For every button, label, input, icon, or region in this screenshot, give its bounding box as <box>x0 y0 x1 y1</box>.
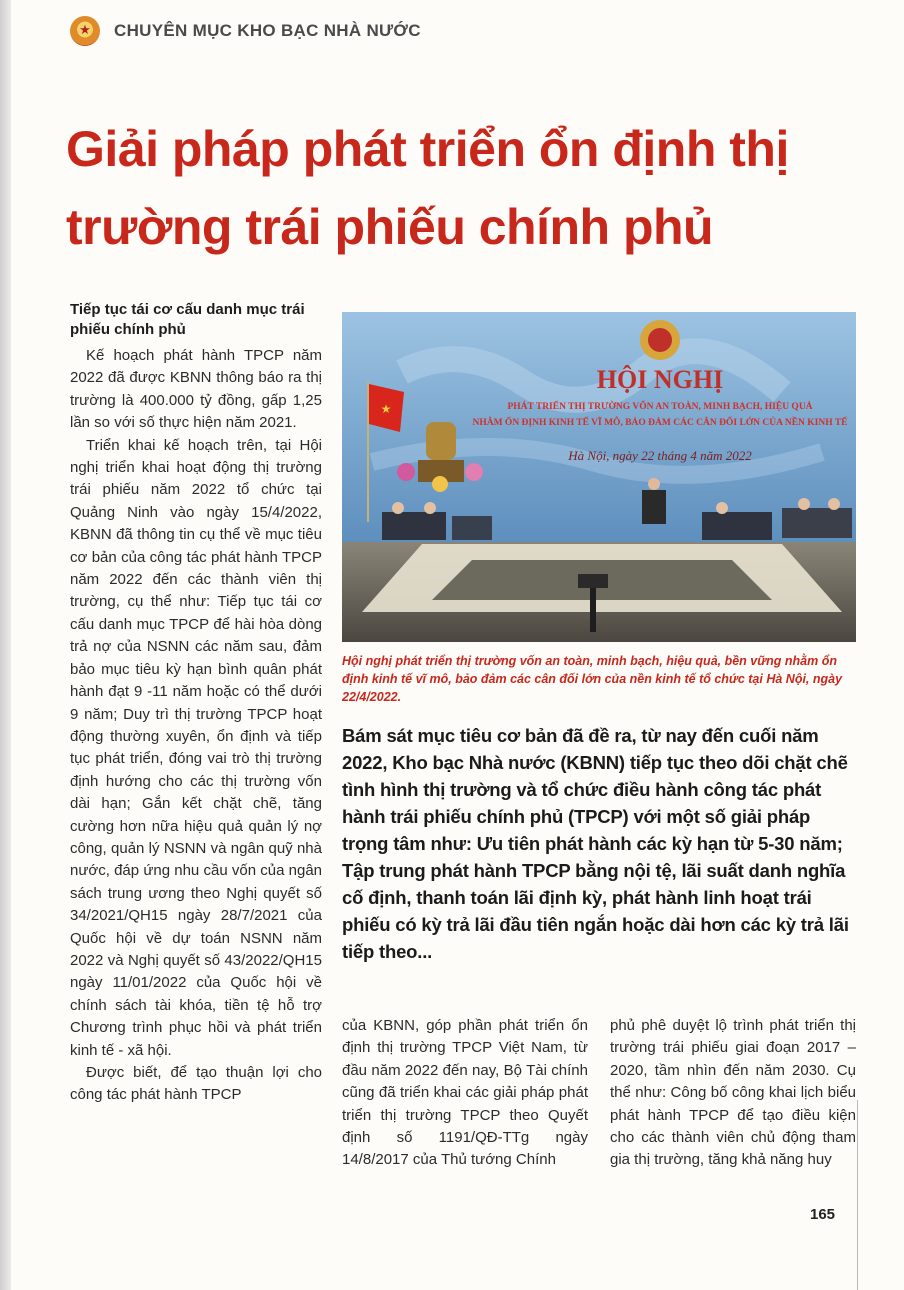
svg-text:★: ★ <box>380 402 392 416</box>
paragraph: Được biết, để tạo thuận lợi cho công tác phát hành TPCP <box>70 1064 322 1104</box>
section-header <box>70 14 421 48</box>
podium <box>642 490 666 524</box>
treasury-logo-icon <box>70 16 100 46</box>
photo-caption: Hội nghị phát triển thị trường vốn an toàn, minh bạch, hiệu quả, bền vững nhằm ổn định kinh tế vĩ mô, bảo đảm các cân đối lớn của nền kinh tế tổ chức tại Hà Nội, ngày 22/4/2022. <box>342 654 843 704</box>
conference-photo-illustration <box>342 312 856 642</box>
banner-line-2: NHẰM ỔN ĐỊNH KINH TẾ VĨ MÔ, BẢO ĐẢM CÁC CÂN ĐỐI LỚN CỦA NỀN KINH TẾ <box>472 418 848 428</box>
article-lead: Bám sát mục tiêu cơ bản đã đề ra, từ nay đến cuối năm 2022, Kho bạc Nhà nước (KBNN) tiếp tục theo dõi chặt chẽ tình hình thị trường và tổ chức điều hành công tác phát hành trái phiếu chính phủ (TPCP) với một số giải pháp trọng tâm như: Ưu tiên phát hành các kỳ hạn từ 5-30 năm; Tập trung phát hành TPCP bằng nội tệ, lãi suất danh nghĩa cố định, thanh toán lãi định kỳ, phát hành linh hoạt trái phiếu có kỳ trả lãi đầu tiên ngắn hoặc dài hơn các kỳ trả lãi tiếp theo... <box>342 725 849 962</box>
body-column-1 <box>70 345 322 1107</box>
paragraph: phủ phê duyệt lộ trình phát triển thị trường trái phiếu giai đoạn 2017 – 2020, tầm nhìn đến năm 2030. Cụ thể như: Công bố công khai lịch biểu phát hành TPCP để tạo điều kiện cho các thành viên chủ động tham gia thị trường, tăng khả năng huy <box>610 1017 856 1169</box>
column-rule <box>857 1100 858 1290</box>
banner-title: HỘI NGHỊ <box>596 365 724 394</box>
conference-photo <box>342 312 856 642</box>
body-column-3 <box>610 1015 856 1172</box>
paragraph: Triển khai kế hoạch trên, tại Hội nghị triển khai hoạt động thị trường trái phiếu năm 2022 tổ chức tại Quảng Ninh vào ngày 15/4/2022, KBNN đã thông tin cụ thể về mục tiêu cơ bản của công tác phát hành TPCP năm 2022 đến các thành viên thị trường, cụ thể như: Tiếp tục tái cơ cấu danh mục TPCP để hài hòa dòng trả nợ của NSNN các năm sau, đảm bảo mục tiêu kỳ hạn bình quân phát hành đạt 9 -11 năm hoặc có thể dưới 9 năm; Duy trì thị trường TPCP hoạt động thường xuyên, ổn định và tiếp tục phát triển, đóng vai trò thị trường định hướng cho các thị trường vốn dài hạn; Gắn kết chặt chẽ, tăng cường hơn nữa hiệu quả quản lý nợ công, quản lý NSNN và ngân quỹ nhà nước, đáp ứng nhu cầu vốn của ngân sách trung ương theo Nghị quyết số 34/2021/QH15 ngày 28/7/2021 của Quốc hội về dự toán NSNN năm 2022 và Nghị quyết số 43/2022/QH15 ngày 11/01/2022 của Quốc hội về chính sách tài khóa, tiền tệ hỗ trợ Chương trình phục hồi và phát triển kinh tế - xã hội. <box>70 436 322 1059</box>
body-column-2 <box>342 1015 588 1172</box>
article-title: Giải pháp phát triển ổn định thị trường trái phiếu chính phủ <box>66 121 789 255</box>
section-title: CHUYÊN MỤC KHO BẠC NHÀ NƯỚC <box>114 21 421 40</box>
banner-line-1: PHÁT TRIỂN THỊ TRƯỜNG VỐN AN TOÀN, MINH BẠCH, HIỆU QUẢ <box>507 402 813 412</box>
paragraph: của KBNN, góp phần phát triển ổn định thị trường TPCP Việt Nam, từ đầu năm 2022 đến nay, Bộ Tài chính cũng đã triển khai các giải pháp phát triển thị trường TPCP theo Quyết định số 1191/QĐ-TTg ngày 14/8/2017 của Thủ tướng Chính <box>342 1017 588 1169</box>
section-subheading: Tiếp tục tái cơ cấu danh mục trái phiếu chính phủ <box>70 301 305 338</box>
page-number: 165 <box>810 1206 836 1223</box>
paragraph: Kế hoạch phát hành TPCP năm 2022 đã được KBNN thông báo ra thị trường là 400.000 tỷ đồng, gấp 1,25 lần so với số thực hiện năm 2021. <box>70 347 322 432</box>
page-edge-strip <box>0 0 11 1290</box>
banner-date: Hà Nội, ngày 22 tháng 4 năm 2022 <box>568 448 752 463</box>
